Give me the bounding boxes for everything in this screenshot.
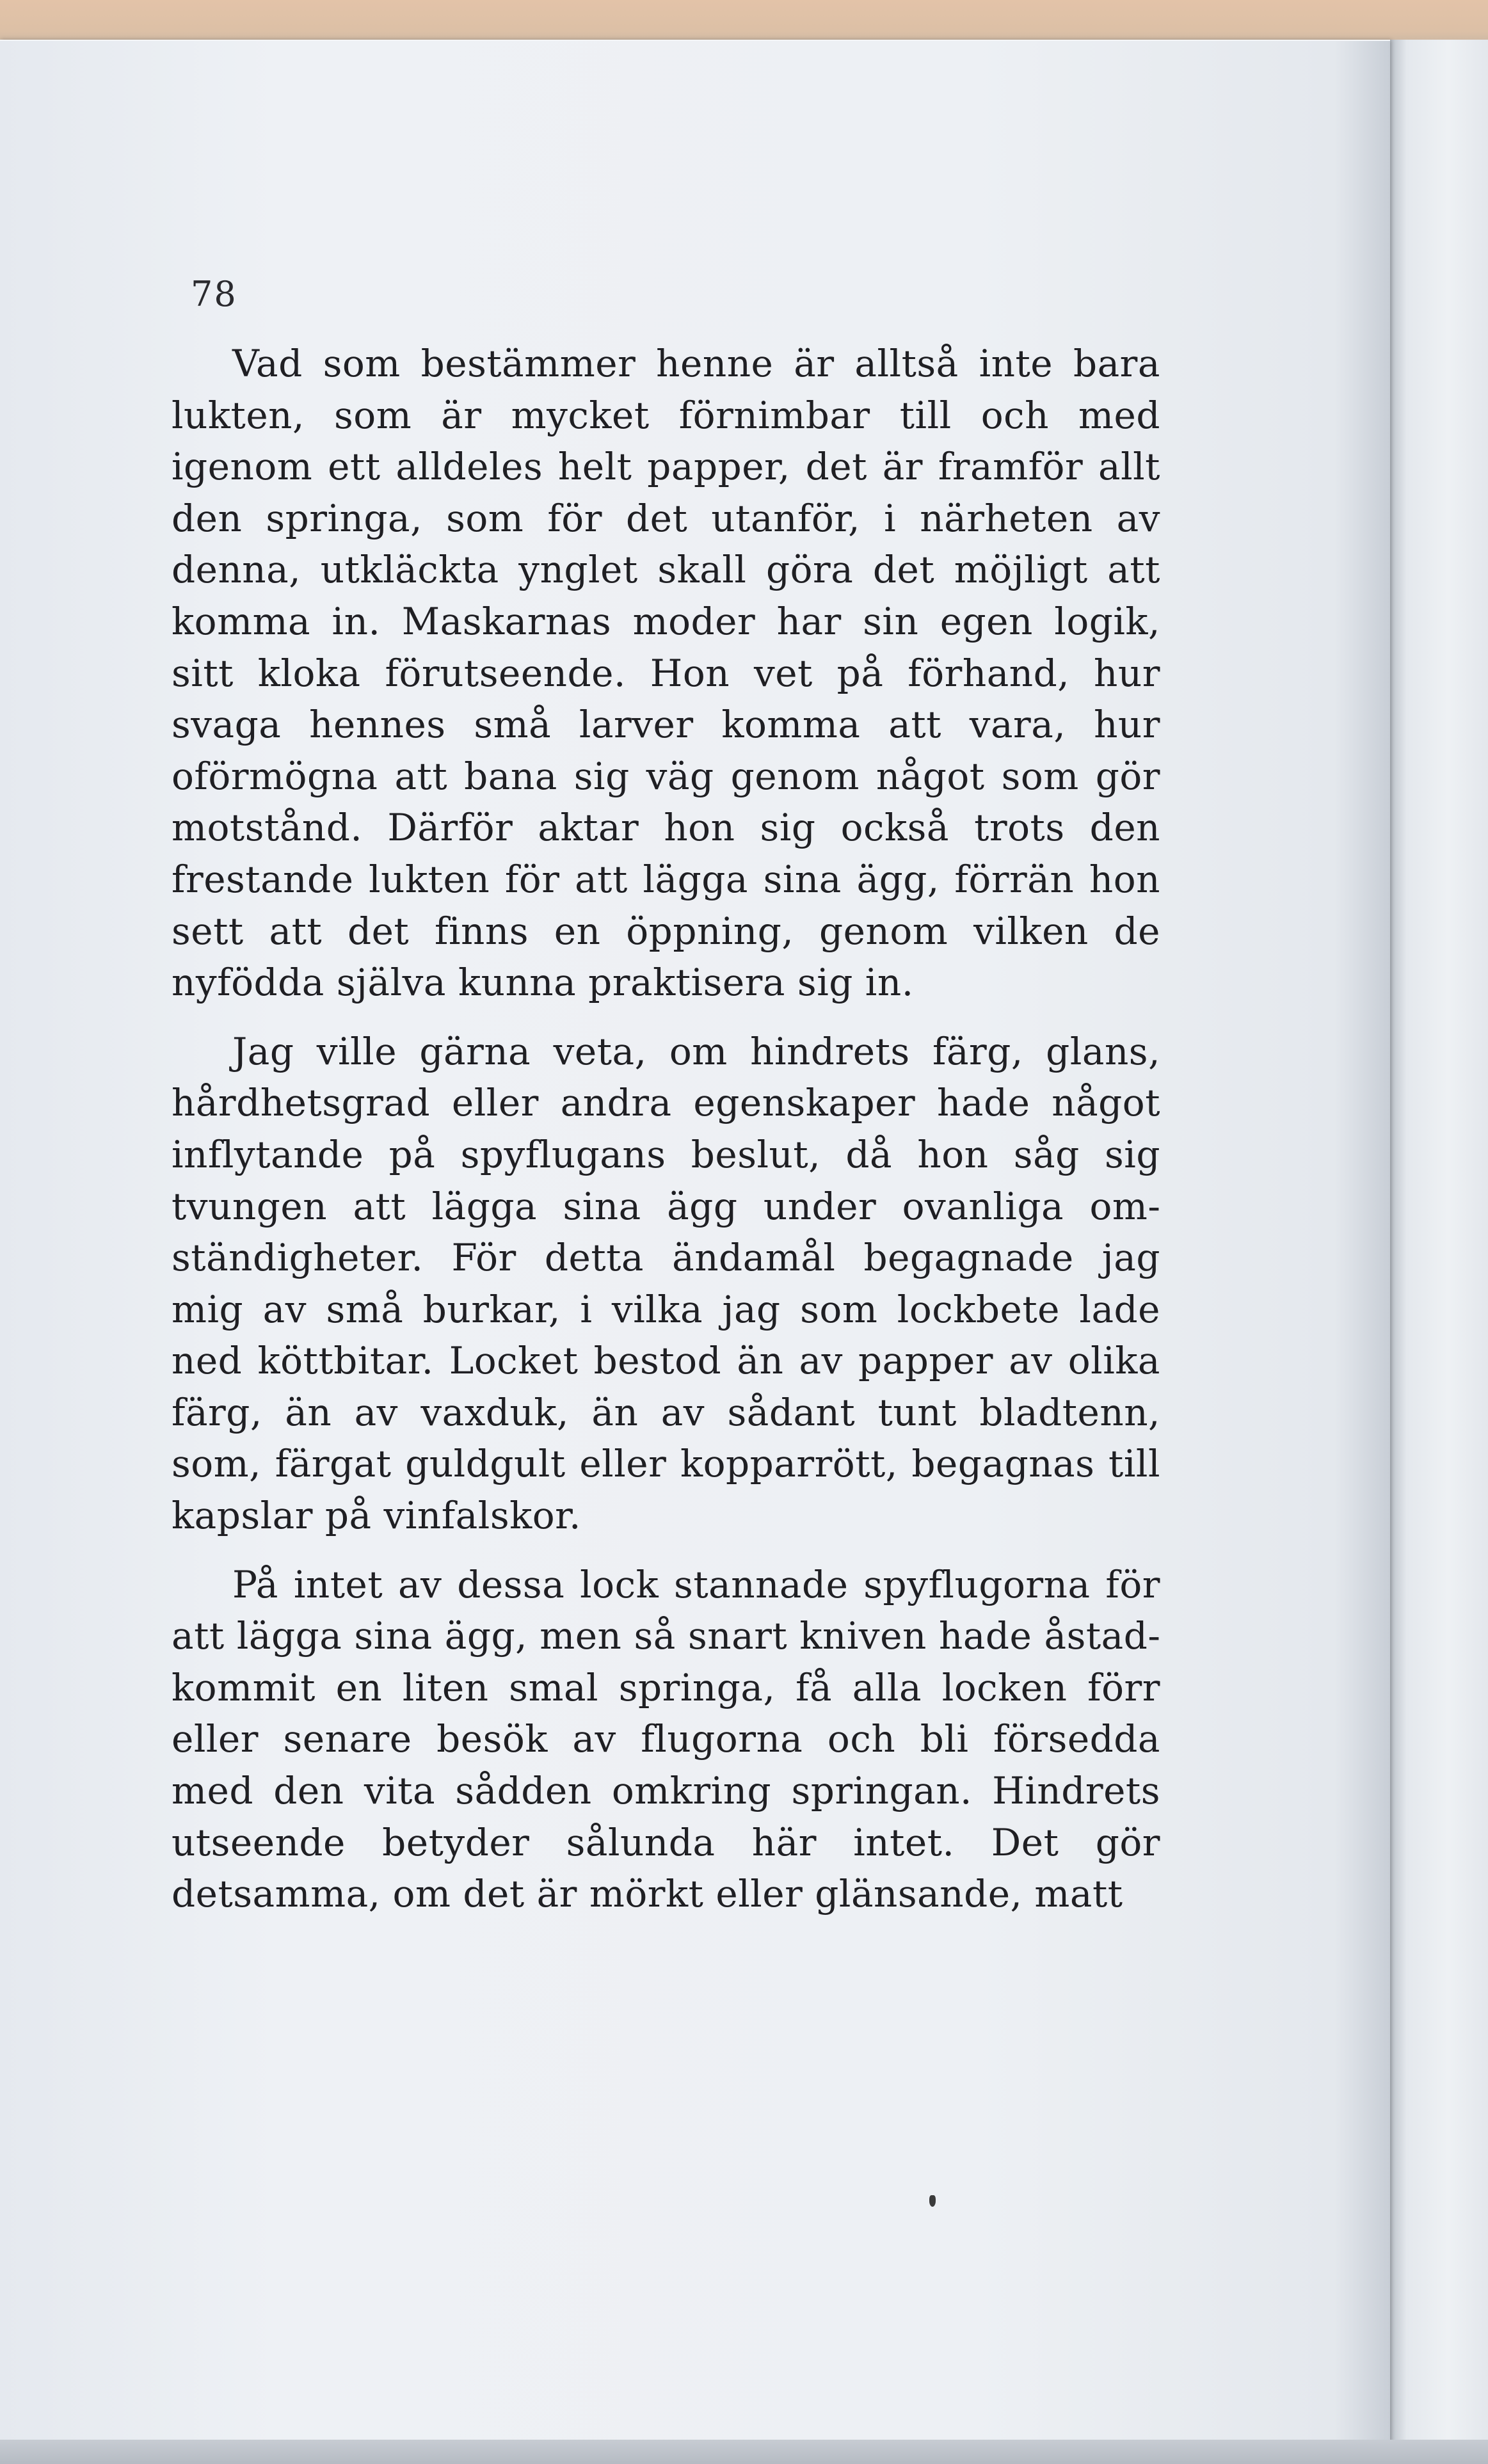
table-surface xyxy=(0,0,1488,45)
adjacent-page-edge xyxy=(1389,40,1488,2452)
paragraph-1: Vad som bestämmer henne är alltså inte bara lukten, som är mycket förnimbar till och med igenom ett alldeles helt papper, det är framför allt den springa, som för det utanför, i närheten av denna, utkläckta ynglet skall göra det möjligt att komma in. Maskarnas moder har sin egen logik, sitt kloka förutseende. Hon vet på förhand, hur svaga hennes små larver komma att vara, hur oförmögna att bana sig väg genom något som gör motstånd. Därför aktar hon sig också trots den frestande lukten för att lägga sina ägg, förrän hon sett att det finns en öppning, genom vilken de nyfödda själva kunna praktisera sig in. xyxy=(172,342,1160,1005)
ink-speck xyxy=(929,2195,936,2207)
body-text xyxy=(172,338,1160,1937)
paragraph-2: Jag ville gärna veta, om hindrets färg, glans, hårdhetsgrad eller andra egenskaper hade något inflytande på spyflugans beslut, då hon såg sig tvungen att lägga sina ägg under ovanliga omständigheter. För detta ändamål begagnade jag mig av små burkar, i vilka jag som lockbete lade ned köttbitar. Locket bestod än av papper av olika färg, än av vaxduk, än av sådant tunt bladtenn, som, färgat guldgult eller kopparrött, begagnas till kapslar på vinfalskor. xyxy=(172,1029,1160,1538)
bottom-page-stack xyxy=(0,2440,1488,2464)
paragraph-3: På intet av dessa lock stannade spyflugorna för att lägga sina ägg, men så snart kniven hade åstadkommit en liten smal springa, få alla locken förr eller senare besök av flugorna och bli försedda med den vita sådden omkring springan. Hindrets utseende betyder sålunda här intet. Det gör detsamma, om det är mörkt eller glänsande, matt xyxy=(172,1562,1160,1916)
page-number: 78 xyxy=(191,274,237,314)
